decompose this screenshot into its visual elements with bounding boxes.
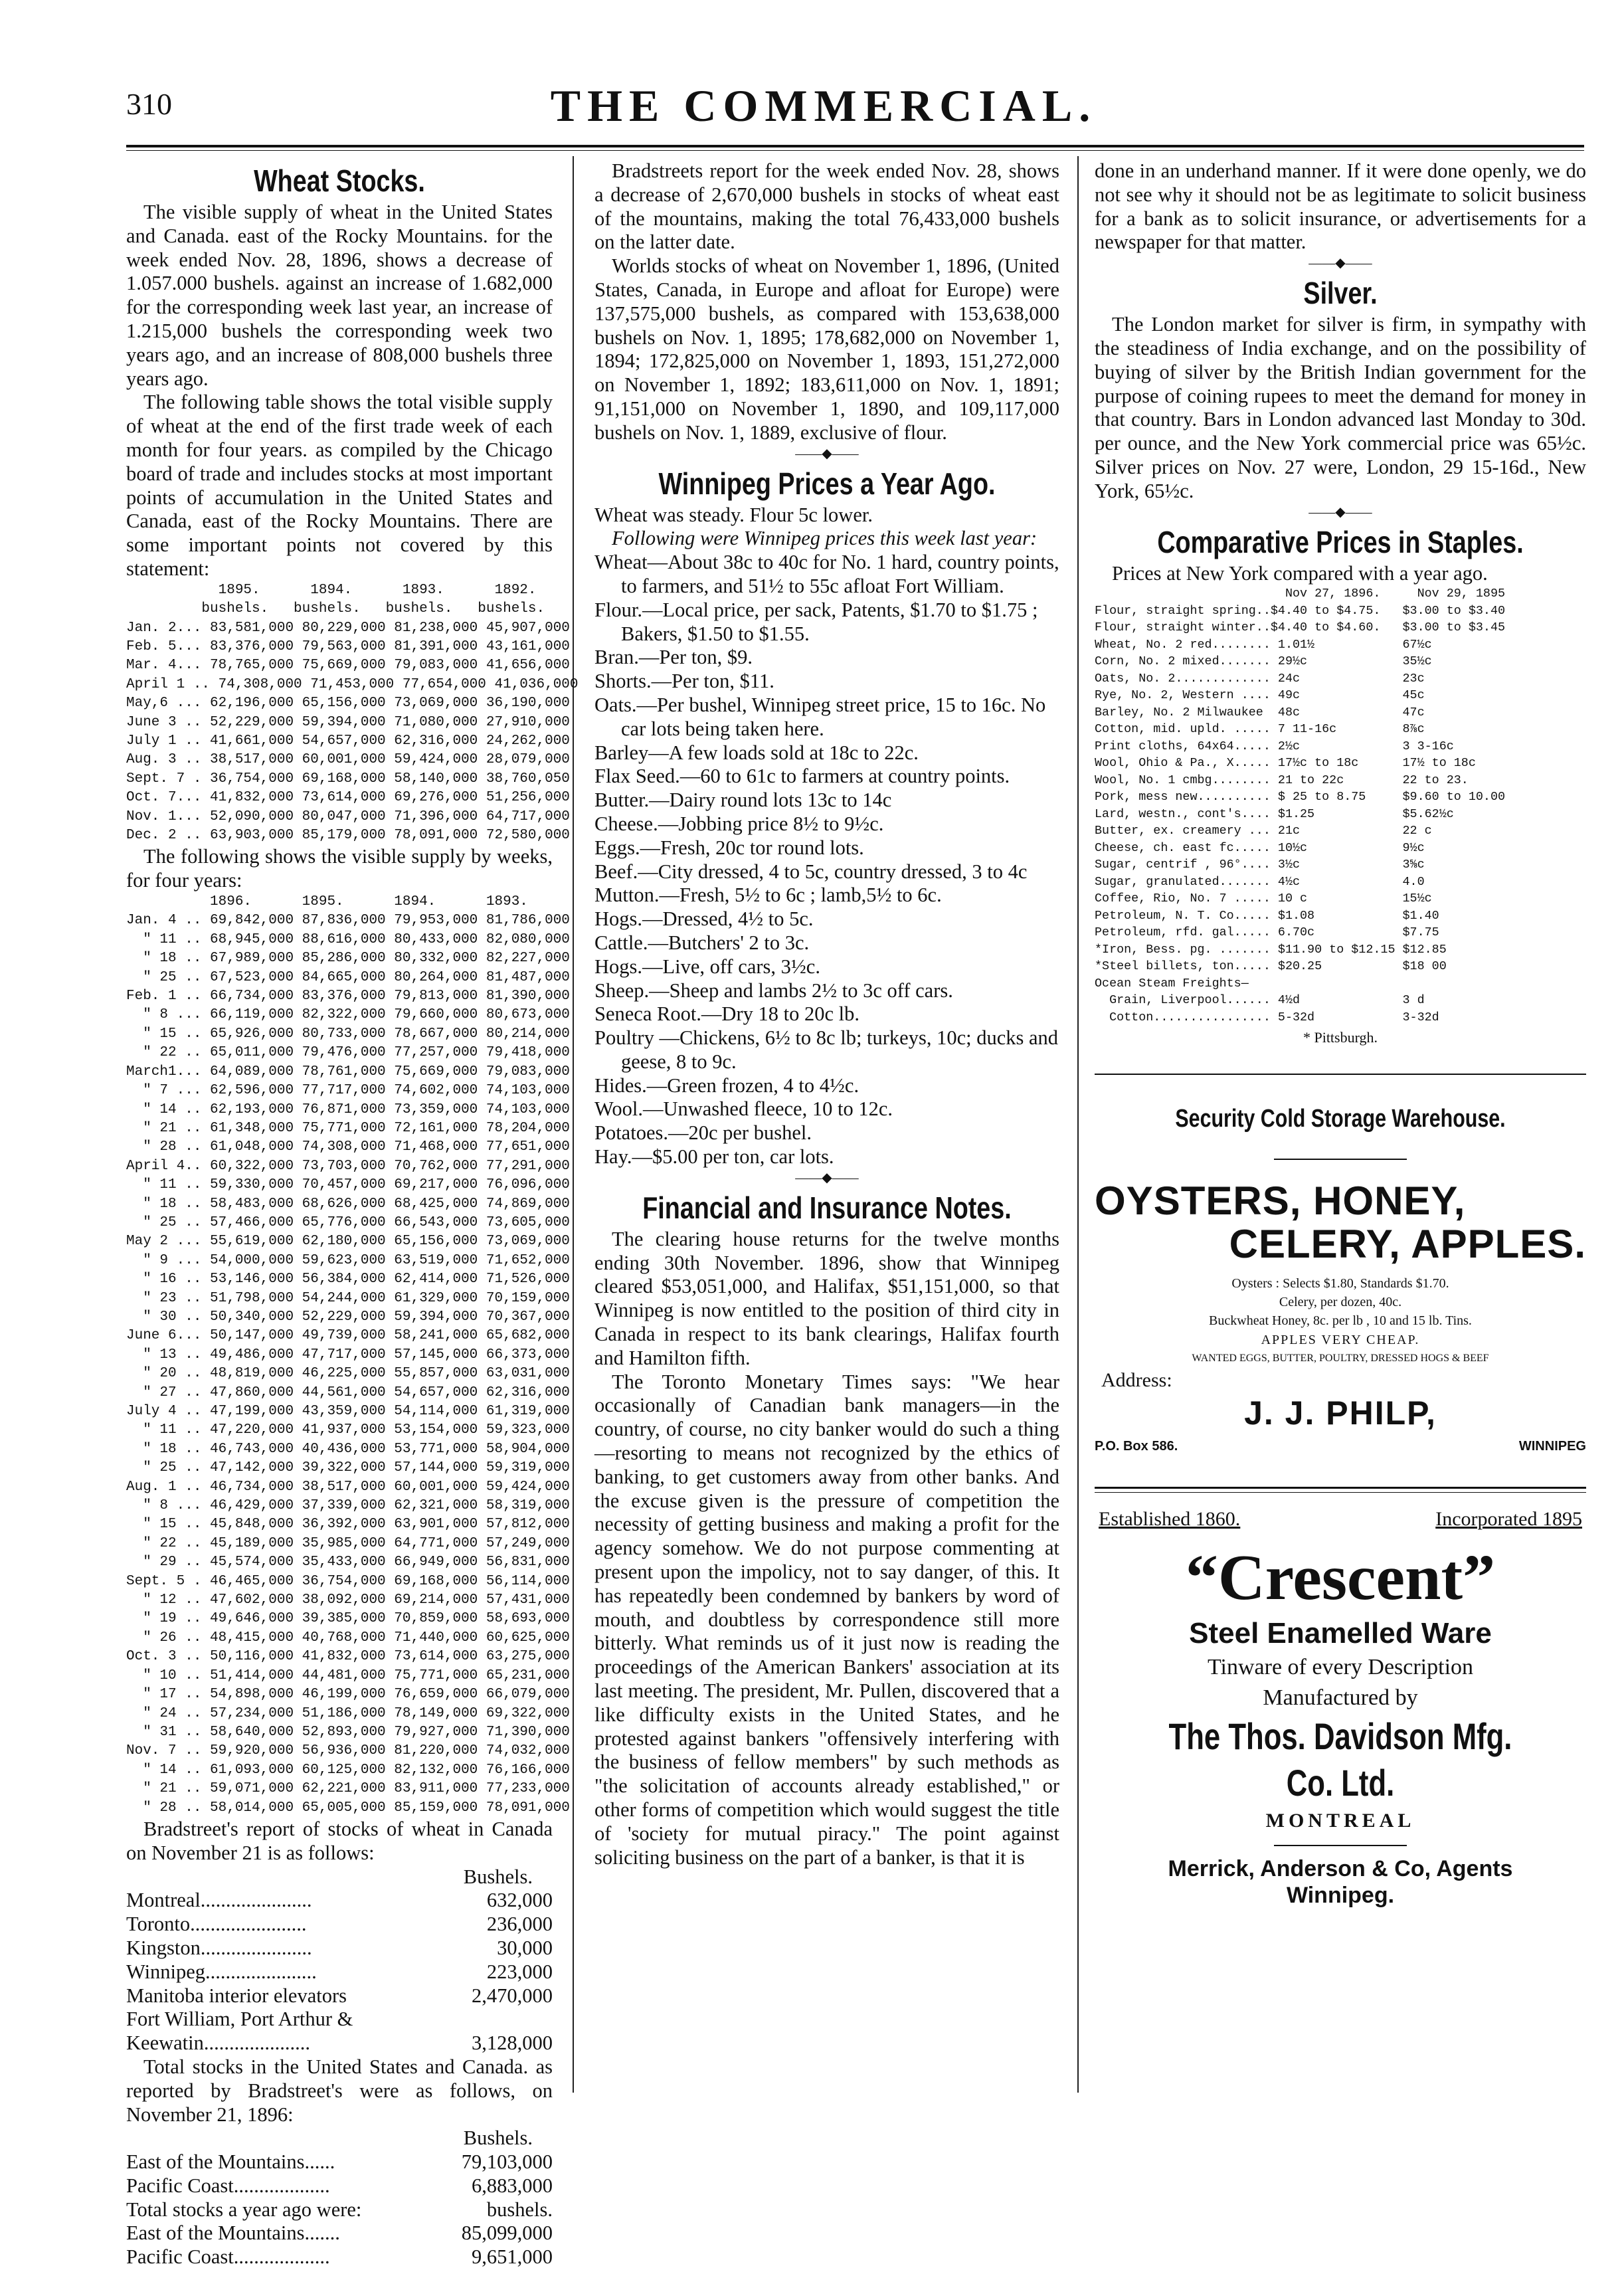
staples-footnote: * Pittsburgh. bbox=[1303, 1029, 1378, 1046]
cold-storage-ad bbox=[1095, 1075, 1586, 1456]
newspaper-title: THE COMMERCIAL. bbox=[550, 80, 1097, 131]
list-item: Eggs.—Fresh, 20c tor round lots. bbox=[594, 836, 864, 859]
table-row: Keewatin..................... 3,128,000 bbox=[126, 2032, 553, 2055]
column-divider bbox=[1077, 156, 1079, 2093]
table-row: East of the Mountains....... 85,099,000 bbox=[126, 2222, 553, 2245]
list-item: Hogs.—Live, off cars, 3½c. bbox=[594, 955, 820, 978]
ad-line: WANTED EGGS, BUTTER, POULTRY, DRESSED HOGS & BEEF bbox=[1192, 1353, 1489, 1365]
financial-notes-heading: Financial and Insurance Notes. bbox=[642, 1190, 1012, 1225]
crescent-ad bbox=[1095, 1493, 1586, 1909]
ornament-divider: ——◆—— bbox=[1308, 504, 1372, 520]
wheat-stocks-paragraph: The following shows the visible supply by weeks, for four years: bbox=[126, 845, 553, 892]
header-rule-thin bbox=[126, 150, 1584, 151]
staples-intro: Prices at New York compared with a year ago. bbox=[1112, 561, 1488, 585]
table-row: Fort William, Port Arthur & bbox=[126, 2008, 353, 2031]
ad-box: P.O. Box 586. bbox=[1095, 1439, 1178, 1454]
list-item: Beef.—City dressed, 4 to 5c, country dressed, 3 to 4c bbox=[594, 860, 1028, 883]
financial-paragraph: The Toronto Monetary Times says: "We hear occasionally of Canadian bank managers—in the country, of course, no city banker would do such a thing—resorting to means not recognized by the ethics of banking, to get customers away from other banks. And the excuse given is the pressure of competition the necessity of getting business and making a profit for the agency somehow. We do not purpose commenting at present upon the impolicy, not to say danger, of this. It has repeatedly been condemned by bankers by word of mouth, and doubtless by correspondence still more bitterly. What reminds us of it just now is reading the proceedings of the American Bankers' association at its last meeting. The president, Mr. Pullen, discovered that a like difficulty exists in the United States, and he protested against bankers "offensively interfering with the business of fellow members" by such methods as "the solicitation of accounts already established," or other forms of competition which would suggest the title of 'society for mutual piracy." The point against soliciting business on the part of a banker, is that it is bbox=[594, 1370, 1059, 1869]
list-item: Flour.—Local price, per sack, Patents, $1.70 to $1.75 ; Bakers, $1.50 to $1.55. bbox=[594, 598, 1038, 645]
list-item: Mutton.—Fresh, 5½ to 6c ; lamb,5½ to 6c. bbox=[594, 884, 942, 907]
wheat-stocks-paragraph: The following table shows the total visible supply of wheat at the end of the first trade week of each month for four years. as compiled by the Chicago board of trade and includes stocks at most important points of accumulation in the United States and Canada, east of the Rocky Mountains. There are some important points not covered by this statement: bbox=[126, 391, 553, 580]
table-row: Toronto....................... 236,000 bbox=[126, 1913, 553, 1936]
ad-city: MONTREAL bbox=[1265, 1810, 1415, 1832]
wheat-stocks-paragraph: Bradstreet's report of stocks of wheat in Canada on November 21 is as follows: bbox=[126, 1817, 553, 1864]
ad-incorporated: Incorporated 1895 bbox=[1435, 1508, 1582, 1531]
table-row: Pacific Coast................... 9,651,000 bbox=[126, 2245, 553, 2269]
list-item: Bran.—Per ton, $9. bbox=[594, 646, 753, 669]
ad-rule bbox=[1274, 1159, 1407, 1160]
silver-heading: Silver. bbox=[1303, 276, 1378, 311]
ad-line: Oysters : Selects $1.80, Standards $1.70. bbox=[1231, 1276, 1449, 1291]
table-row: Montreal...................... 632,000 bbox=[126, 1889, 553, 1912]
ad-contact-row bbox=[1095, 1432, 1586, 1456]
wheat-stocks-paragraph: Total stocks in the United States and Canada. as reported by Bradstreet's were as follows, on November 21, 1896: bbox=[126, 2055, 553, 2126]
silver-paragraph: The London market for silver is firm, in sympathy with the steadiness of India exchange, and on the possibility of buying of silver by the British Indian government for the purpose of coining rupees to meet the demand for money in that country. Bars in London advanced last Monday to 30d. per ounce, and the New York commercial price was 65½c. Silver prices on Nov. 27 were, London, 29 15-16d., New York, 65½c. bbox=[1095, 313, 1586, 502]
ad-agents-city: Winnipeg. bbox=[1286, 1883, 1395, 1909]
ornament-divider: ——◆—— bbox=[795, 1170, 859, 1185]
winnipeg-prices-heading: Winnipeg Prices a Year Ago. bbox=[658, 466, 996, 501]
ad-headline: CELERY, APPLES. bbox=[1229, 1222, 1586, 1267]
bradstreets-paragraph: Bradstreets report for the week ended Nov. 28, shows a decrease of 2,670,000 bushels in stocks of wheat east of the mountains, making the total 76,433,000 bushels on the latter date. bbox=[594, 159, 1059, 254]
ad-dates-row bbox=[1095, 1507, 1586, 1531]
table-header: Bushels. bbox=[463, 2127, 533, 2150]
ad-line: Buckwheat Honey, 8c. per lb , 10 and 15 lb. Tins. bbox=[1209, 1313, 1472, 1329]
list-item: Sheep.—Sheep and lambs 2½ to 3c off cars. bbox=[594, 979, 953, 1002]
list-item: Cheese.—Jobbing price 8½ to 9½c. bbox=[594, 812, 884, 835]
column-2 bbox=[594, 159, 1059, 1869]
wheat-stocks-heading: Wheat Stocks. bbox=[254, 163, 425, 198]
list-item: Hay.—$5.00 per ton, car lots. bbox=[594, 1145, 834, 1169]
ad-brand: “Crescent” bbox=[1185, 1542, 1496, 1614]
list-item: Wool.—Unwashed fleece, 10 to 12c. bbox=[594, 1097, 893, 1121]
table-row: Winnipeg...................... 223,000 bbox=[126, 1960, 553, 1983]
list-item: Hogs.—Dressed, 4½ to 5c. bbox=[594, 907, 814, 931]
ad-maker: The Thos. Davidson Mfg. Co. Ltd. bbox=[1168, 1715, 1512, 1804]
table-row: Pacific Coast................... 6,883,000 bbox=[126, 2174, 553, 2197]
winnipeg-line: Wheat was steady. Flour 5c lower. bbox=[594, 503, 873, 526]
ad-address-label: Address: bbox=[1101, 1369, 1172, 1392]
staples-price-table: Nov 27, 1896. Nov 29, 1895 Flour, straight spring..$4.40 to $4.75. $3.00 to $3.40 Flour, straight winter..$4.40 to $4.60. $3.00 to $3.45 Wheat, No. 2 red........ 1.01½ 67½c Corn, No. 2 mixed....... 29½c 35½c Oats, No. 2............. 24c 23c Rye, No. 2, Western .... 49c 45c Barley, No. 2 Milwaukee 48c 47c Cotton, mid. upld. ..... 7 11-16c 8⅞c Print cloths, 64x64..... 2½c 3 3-16c Wool, Ohio & Pa., X..... 17½c to 18c 17½ to 18c Wool, No. 1 cmbg........ 21 to 22c 22 to 23. Pork, mess new.......... $ 25 to 8.75 $9.60 to 10.00 Lard, westn., cont's.... $1.25 $5.62½c Butter, ex. creamery ... 21c 22 c Cheese, ch. east fc..... 10½c 9½c Sugar, centrif , 96°.... 3½c 3⅝c Sugar, granulated....... 4½c 4.0 Coffee, Rio, No. 7 ..... 10 c 15½c Petroleum, N. T. Co..... $1.08 $1.40 Petroleum, rfd. gal..... 6.70c $7.75 *Iron, Bess. pg. ....... $11.90 to $12.15 $12.85 *Steel billets, ton..... $20.25 $18 00 Ocean Steam Freights— Grain, Liverpool...... 4½d 3 d Cotton................ 5-32d 3-32d bbox=[1095, 587, 1506, 1024]
list-item: Barley—A few loads sold at 18c to 22c. bbox=[594, 741, 919, 764]
monthly-supply-table: 1895. 1894. 1893. 1892. bushels. bushels. bushels. bushels. Jan. 2... 83,581,000 80,229,000 81,238,000 45,907,000 Feb. 5... 83,376,000 79,563,000 81,391,000 43,161,000 Mar. 4... 78,765,000 75,669,000 79,083,000 41,656,000 April 1 .. 74,308,000 71,453,000 77,654,000 41,036,000 May,6 ... 62,196,000 65,156,000 73,069,000 36,190,000 June 3 .. 52,229,000 59,394,000 71,080,000 27,910,000 July 1 .. 41,661,000 54,657,000 62,316,000 24,262,000 Aug. 3 .. 38,517,000 60,001,000 59,424,000 28,079,000 Sept. 7 . 36,754,000 69,168,000 58,140,000 38,760,050 Oct. 7... 41,832,000 73,614,000 69,276,000 51,256,000 Nov. 1... 52,090,000 80,047,000 71,396,000 64,717,000 Dec. 2 .. 63,903,000 85,179,000 78,091,000 72,580,000 bbox=[126, 582, 579, 844]
table-header: Bushels. bbox=[463, 1865, 533, 1888]
column-3 bbox=[1095, 159, 1586, 1909]
ad-title: Security Cold Storage Warehouse. bbox=[1175, 1105, 1506, 1133]
list-item: Shorts.—Per ton, $11. bbox=[594, 670, 774, 693]
table-row: Kingston...................... 30,000 bbox=[126, 1936, 553, 1959]
list-item: Cattle.—Butchers' 2 to 3c. bbox=[594, 931, 810, 954]
winnipeg-line: Following were Winnipeg prices this week last year: bbox=[612, 527, 1038, 550]
continued-paragraph: done in an underhand manner. If it were done openly, we do not see why it should not be as legitimate to solicit business for a bank as to solicit insurance, or advertisements for a newspaper for that matter. bbox=[1095, 159, 1586, 254]
ad-name: J. J. PHILP, bbox=[1244, 1394, 1437, 1432]
list-item: Seneca Root.—Dry 18 to 20c lb. bbox=[594, 1002, 859, 1026]
list-item: Wheat—About 38c to 40c for No. 1 hard, country points, to farmers, and 51½ to 55c afloat Fort William. bbox=[594, 551, 1059, 597]
table-row: Total stocks a year ago were: bushels. bbox=[126, 2198, 553, 2221]
column-1 bbox=[126, 159, 579, 2269]
ad-rule bbox=[1095, 1487, 1586, 1489]
ad-rule bbox=[1274, 1845, 1407, 1846]
list-item: Poultry —Chickens, 6½ to 8c lb; turkeys, 10c; ducks and geese, 8 to 9c. bbox=[594, 1026, 1059, 1073]
header-rule bbox=[126, 145, 1584, 147]
ad-line: Manufactured by bbox=[1263, 1685, 1418, 1711]
canada-stocks-table bbox=[126, 1889, 553, 2055]
ornament-divider: ——◆—— bbox=[1308, 256, 1372, 271]
ad-line: Steel Enamelled Ware bbox=[1189, 1617, 1492, 1650]
list-item: Potatoes.—20c per bushel. bbox=[594, 1121, 812, 1145]
masthead bbox=[126, 80, 1521, 133]
table-row: Manitoba interior elevators 2,470,000 bbox=[126, 1984, 553, 2007]
total-stocks-table bbox=[126, 2150, 553, 2269]
list-item: Flax Seed.—60 to 61c to farmers at country points. bbox=[594, 765, 1010, 788]
ad-line: Tinware of every Description bbox=[1207, 1655, 1474, 1680]
ad-headline: OYSTERS, HONEY, bbox=[1095, 1179, 1466, 1224]
ad-agents: Merrick, Anderson & Co, Agents bbox=[1168, 1856, 1513, 1882]
ad-city: WINNIPEG bbox=[1518, 1439, 1586, 1454]
financial-paragraph: The clearing house returns for the twelve months ending 30th November. 1896, show that Winnipeg cleared $53,051,000, and Halifax, $51,151,000, so that Winnipeg is now entitled to the position of third city in Canada in respect to its bank clearings, Halifax fourth and Hamilton fifth. bbox=[594, 1227, 1059, 1369]
list-item: Oats.—Per bushel, Winnipeg street price, 15 to 16c. No car lots being taken here. bbox=[594, 693, 1046, 740]
ad-established: Established 1860. bbox=[1099, 1508, 1241, 1531]
winnipeg-price-list bbox=[594, 551, 1059, 1169]
ornament-divider: ——◆—— bbox=[795, 446, 859, 461]
page-number: 310 bbox=[126, 87, 172, 121]
wheat-stocks-paragraph: The visible supply of wheat in the United States and Canada. east of the Rocky Mountains. for the week ended Nov. 28, 1896, shows a decrease of 1.057.000 bushels. against an increase of 1.682,000 for the corresponding week last year, an increase of 1.215,000 bushels the corresponding week two years ago, and an increase of 808,000 bushels three years ago. bbox=[126, 201, 553, 390]
list-item: Butter.—Dairy round lots 13c to 14c bbox=[594, 789, 892, 812]
staples-heading: Comparative Prices in Staples. bbox=[1157, 524, 1524, 559]
ad-line: APPLES VERY CHEAP. bbox=[1261, 1333, 1420, 1348]
ad-line: Celery, per dozen, 40c. bbox=[1279, 1295, 1402, 1310]
worlds-stocks-paragraph: Worlds stocks of wheat on November 1, 1896, (United States, Canada, in Europe and afloat for Europe) were 137,575,000 bushels, as compared with 153,638,000 bushels on Nov. 1, 1895; 178,682,000 on November 1, 1894; 172,825,000 on November 1, 1893, 151,272,000 on November 1, 1892; 183,611,000 on Nov. 1, 1891; 91,151,000 on November 1, 1890, and 109,117,000 bushels on Nov. 1, 1889, exclusive of flour. bbox=[594, 254, 1059, 444]
weekly-supply-table: 1896. 1895. 1894. 1893. Jan. 4 .. 69,842,000 87,836,000 79,953,000 81,786,000 " 11 .. 68,945,000 88,616,000 80,433,000 82,080,000 " 18 .. 67,989,000 85,286,000 80,332,000 82,227,000 " 25 .. 67,523,000 84,665,000 80,264,000 81,487,000 Feb. 1 .. 66,734,000 83,376,000 79,813,000 81,390,000 " 8 ... 66,119,000 82,322,000 79,660,000 80,673,000 " 15 .. 65,926,000 80,733,000 78,667,000 80,214,000 " 22 .. 65,011,000 79,476,000 77,257,000 79,418,000 March1... 64,089,000 78,761,000 75,669,000 79,083,000 " 7 ... 62,596,000 77,717,000 74,602,000 74,103,000 " 14 .. 62,193,000 76,871,000 73,359,000 74,103,000 " 21 .. 61,348,000 75,771,000 72,161,000 78,204,000 " 28 .. 61,048,000 74,308,000 71,468,000 77,651,000 April 4.. 60,322,000 73,703,000 70,762,000 77,291,000 " 11 .. 59,330,000 70,457,000 69,217,000 76,096,000 " 18 .. 58,483,000 68,626,000 68,425,000 74,869,000 " 25 .. 57,466,000 65,776,000 66,543,000 73,605,000 May 2 ... 55,619,000 62,180,000 65,156,000 73,069,000 " 9 ... 54,000,000 59,623,000 63,519,000 71,652,000 " 16 .. 53,146,000 56,384,000 62,414,000 71,526,000 " 23 .. 51,798,000 54,244,000 61,329,000 70,159,000 " 30 .. 50,340,000 52,229,000 59,394,000 70,367,000 June 6... 50,147,000 49,739,000 58,241,000 65,682,000 " 13 .. 49,486,000 47,717,000 57,145,000 66,373,000 " 20 .. 48,819,000 46,225,000 55,857,000 63,031,000 " 27 .. 47,860,000 44,561,000 54,657,000 62,316,000 July 4 .. 47,199,000 43,359,000 54,114,000 61,319,000 " 11 .. 47,220,000 41,937,000 53,154,000 59,323,000 " 18 .. 46,743,000 40,436,000 53,771,000 58,904,000 " 25 .. 47,142,000 39,322,000 57,144,000 59,319,000 Aug. 1 .. 46,734,000 38,517,000 60,001,000 59,424,000 " 8 ... 46,429,000 37,339,000 62,321,000 58,319,000 " 15 .. 45,848,000 36,392,000 63,901,000 57,812,000 " 22 .. 45,189,000 35,985,000 64,771,000 57,249,000 " 29 .. 45,574,000 35,433,000 66,949,000 56,831,000 Sept. 5 . 46,465,000 36,754,000 69,168,000 56,114,000 " 12 .. 47,602,000 38,092,000 69,214,000 57,431,000 " 19 .. 49,646,000 39,385,000 70,859,000 58,693,000 " 26 .. 48,415,000 40,768,000 71,440,000 60,625,000 Oct. 3 .. 50,116,000 41,832,000 73,614,000 63,275,000 " 10 .. 51,414,000 44,481,000 75,771,000 65,231,000 " 17 .. 54,898,000 46,199,000 76,659,000 66,079,000 " 24 .. 57,234,000 51,186,000 78,149,000 69,322,000 " 31 .. 58,640,000 52,893,000 79,927,000 71,390,000 Nov. 7 .. 59,920,000 56,936,000 81,220,000 74,032,000 " 14 .. 61,093,000 60,125,000 82,132,000 76,166,000 " 21 .. 59,071,000 62,221,000 83,911,000 77,233,000 " 28 .. 58,014,000 65,005,000 85,159,000 78,091,000 bbox=[126, 894, 570, 1816]
column-divider bbox=[573, 156, 574, 2093]
table-row: East of the Mountains...... 79,103,000 bbox=[126, 2150, 553, 2174]
list-item: Hides.—Green frozen, 4 to 4½c. bbox=[594, 1074, 859, 1097]
